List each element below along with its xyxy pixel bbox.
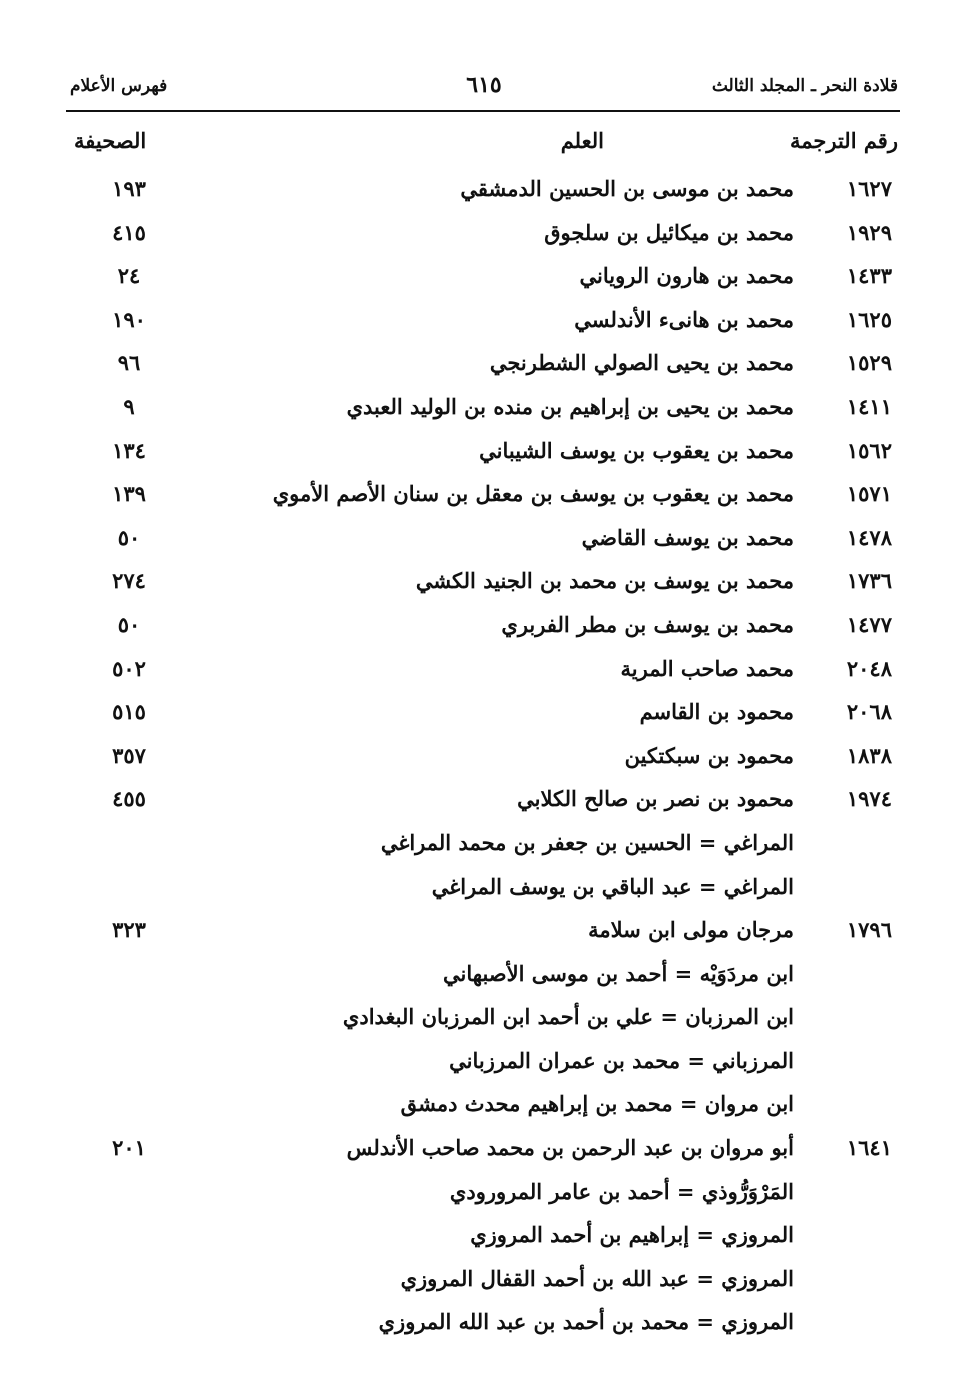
entry-name: محمود بن سبكتكين xyxy=(624,742,794,768)
index-entry xyxy=(0,432,956,476)
entry-number: ١٤١١ xyxy=(846,393,892,419)
entry-name: محمد بن موسى بن الحسين الدمشقي xyxy=(460,176,794,201)
entry-page: ١٩٣ xyxy=(112,176,146,201)
entry-name: المروزي = عبد الله بن أحمد القفال المروزي xyxy=(400,1265,794,1291)
entry-name: المرزباني = محمد بن عمران المرزباني xyxy=(449,1047,794,1073)
index-entry xyxy=(0,344,956,388)
cross-reference xyxy=(0,1042,956,1086)
entry-name: محمد بن يوسف القاضي xyxy=(581,524,794,550)
index-entry xyxy=(0,519,956,563)
cross-reference xyxy=(0,1173,956,1217)
entry-name: المروزي = إبراهيم بن أحمد المروزي xyxy=(470,1222,794,1248)
entry-name: محمد بن هانىء الأندلسي xyxy=(574,306,794,332)
index-entry xyxy=(0,214,956,258)
cross-reference xyxy=(0,868,956,912)
entry-page: ٤١٥ xyxy=(112,219,146,245)
index-entry xyxy=(0,388,956,432)
entry-number: ١٩٧٤ xyxy=(846,786,892,812)
index-entry xyxy=(0,257,956,301)
index-entry xyxy=(0,170,956,214)
entry-page: ١٣٤ xyxy=(112,437,146,463)
book-title: قلادة النحر ـ المجلد الثالث xyxy=(711,76,898,96)
index-entry xyxy=(0,1129,956,1173)
entry-page: ٥٠ xyxy=(117,611,141,637)
entry-name: محمود بن القاسم xyxy=(639,699,794,725)
cross-reference xyxy=(0,1260,956,1304)
entry-page: ٥١٥ xyxy=(112,699,146,725)
header-rule xyxy=(66,110,900,112)
entry-number: ١٥٦٢ xyxy=(846,437,892,463)
page-number: ٦١٥ xyxy=(466,72,502,98)
entry-number: ١٦٢٥ xyxy=(846,306,892,332)
entry-name: محمد بن يعقوب بن يوسف بن معقل بن سنان الأصم الأموي xyxy=(272,481,794,507)
entry-page: ٢٤ xyxy=(117,263,141,289)
cross-reference xyxy=(0,998,956,1042)
entry-page: ١٩٠ xyxy=(112,306,146,332)
column-header-page: الصحيفة xyxy=(74,128,147,153)
entry-number: ٢٠٤٨ xyxy=(846,655,892,681)
entry-page: ٣٢٣ xyxy=(112,917,146,943)
entry-number: ١٧٣٦ xyxy=(846,568,892,594)
entry-name: محمد صاحب المرية xyxy=(620,655,794,681)
entry-name: ابن مردَوَيْه = أحمد بن موسى الأصبهاني xyxy=(443,960,794,986)
cross-reference xyxy=(0,955,956,999)
entry-page: ٢٠١ xyxy=(112,1135,146,1161)
entry-name: محمد بن يحيى الصولي الشطرنجي xyxy=(489,350,794,376)
entry-number: ١٧٩٦ xyxy=(846,917,892,943)
entry-number: ١٤٣٣ xyxy=(846,263,892,289)
column-headers xyxy=(0,128,956,162)
entry-number: ١٥٧١ xyxy=(846,481,892,507)
cross-reference xyxy=(0,1303,956,1347)
column-header-name: العلم xyxy=(560,128,604,153)
entry-page: ٣٥٧ xyxy=(112,742,146,768)
entry-name: المراغي = عبد الباقي بن يوسف المراغي xyxy=(431,873,794,899)
index-entry xyxy=(0,606,956,650)
entry-number: ١٤٧٧ xyxy=(846,611,892,637)
entry-number: ٢٠٦٨ xyxy=(846,699,892,725)
entry-name: المراغي = الحسين بن جعفر بن محمد المراغي xyxy=(380,829,794,855)
index-entry xyxy=(0,780,956,824)
column-header-number: رقم الترجمة xyxy=(789,128,898,153)
entry-page: ٥٠ xyxy=(117,524,141,550)
entry-number: ١٩٢٩ xyxy=(846,219,892,245)
entry-number: ١٥٢٩ xyxy=(846,350,892,376)
index-entry xyxy=(0,650,956,694)
entry-number: ١٦٤١ xyxy=(846,1135,892,1161)
entry-name: مرجان مولى ابن سلامة xyxy=(588,917,794,943)
entry-number: ١٤٧٨ xyxy=(846,524,892,550)
entry-name: ابن مروان = محمد بن إبراهيم محدث دمشق xyxy=(400,1091,794,1117)
entry-page: ٥٠٢ xyxy=(112,655,146,681)
index-entry xyxy=(0,737,956,781)
running-head xyxy=(70,72,898,102)
entry-name: محمد بن يوسف بن محمد بن الجنيد الكشي xyxy=(415,568,794,594)
entry-name: محمد بن هارون الروياني xyxy=(579,263,794,289)
cross-reference xyxy=(0,824,956,868)
entry-name: المروزي = محمد بن أحمد بن عبد الله المروزي xyxy=(378,1309,794,1335)
index-entries xyxy=(0,170,956,1347)
index-entry xyxy=(0,911,956,955)
index-entry xyxy=(0,301,956,345)
entry-name: المَرْوَرُّوذي = أحمد بن عامر المرورودي xyxy=(449,1178,794,1204)
index-entry xyxy=(0,693,956,737)
entry-name: محمد بن يحيى بن إبراهيم بن منده بن الوليد العبدي xyxy=(346,393,794,419)
entry-number: ١٨٣٨ xyxy=(846,742,892,768)
entry-name: محمد بن يعقوب بن يوسف الشيباني xyxy=(479,437,794,463)
entry-number: ١٦٢٧ xyxy=(846,176,892,201)
entry-name: محمد بن ميكائيل بن سلجوق xyxy=(544,219,794,245)
section-title: فهرس الأعلام xyxy=(70,76,168,96)
cross-reference xyxy=(0,1085,956,1129)
entry-page: ٤٥٥ xyxy=(112,786,146,812)
entry-page: ٩ xyxy=(123,393,135,419)
cross-reference xyxy=(0,1216,956,1260)
entry-page: ١٣٩ xyxy=(112,481,146,507)
entry-name: أبو مروان بن عبد الرحمن بن محمد صاحب الأندلس xyxy=(346,1135,794,1161)
entry-name: ابن المرزبان = علي بن أحمد ابن المرزبان البغدادي xyxy=(342,1004,794,1030)
entry-name: محمد بن يوسف بن مطر الفربري xyxy=(501,611,794,637)
index-entry xyxy=(0,562,956,606)
entry-page: ٢٧٤ xyxy=(112,568,146,594)
entry-name: محمود بن نصر بن صالح الكلابي xyxy=(517,786,794,812)
entry-page: ٩٦ xyxy=(117,350,141,376)
index-entry xyxy=(0,475,956,519)
